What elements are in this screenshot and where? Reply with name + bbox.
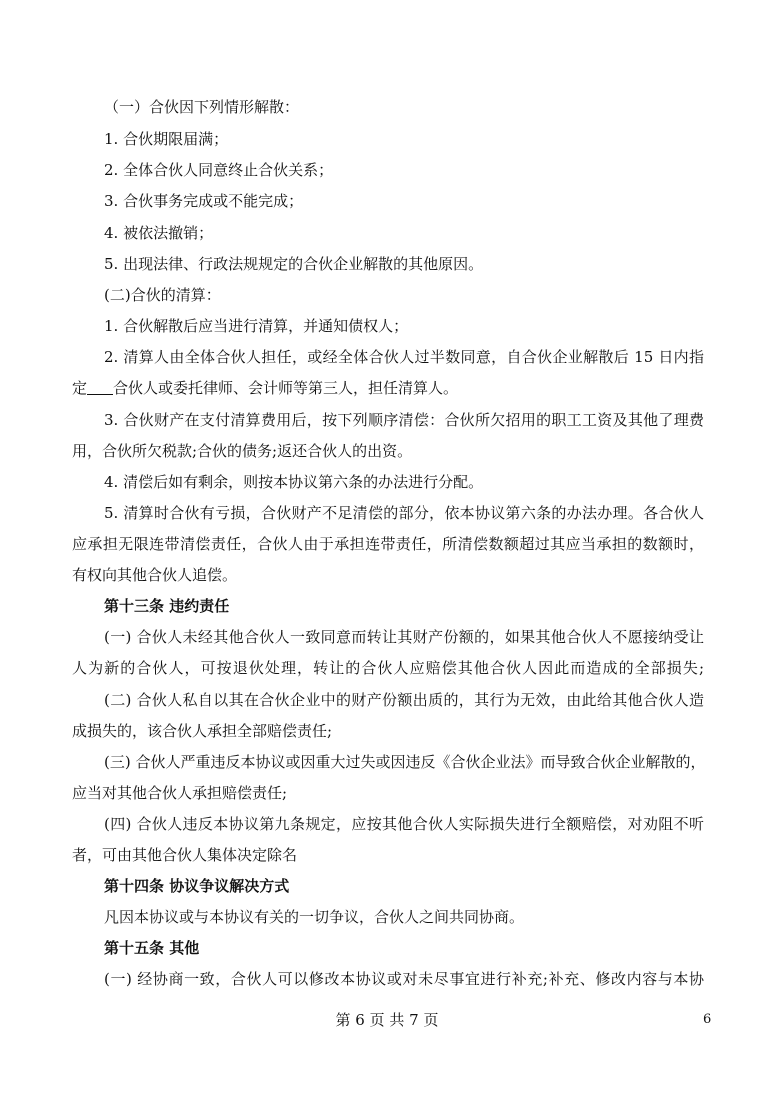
list-item [0, 314, 774, 338]
liquidation-item-5-line-1: 5. 清算时合伙有亏损，合伙财产不足清偿的部分，依本协议第六条的办法办理。各合伙人 [104, 504, 704, 522]
article-14-title: 第十四条 协议争议解决方式 [104, 877, 290, 895]
list-item [0, 532, 774, 556]
article-13-p4-line-2: 者，可由其他合伙人集体决定除名 [72, 846, 298, 864]
liquidation-item-5-line-2: 应承担无限连带清偿责任，合伙人由于承担连带责任，所清偿数额超过其应当承担的数额时， [72, 535, 704, 553]
paragraph-line [0, 967, 774, 991]
list-item [0, 501, 774, 525]
page-number: 6 [703, 1012, 712, 1027]
list-item [0, 252, 774, 276]
article-13-p3-line-1: (三) 合伙人严重违反本协议或因重大过失或因违反《合伙企业法》而导致合伙企业解散的， [104, 753, 706, 771]
article-13-p3-line-2: 应当对其他合伙人承担赔偿责任; [72, 784, 288, 802]
liquidation-item-3-line-2: 用，合伙所欠税款;合伙的债务;返还合伙人的出资。 [72, 442, 413, 460]
paragraph-line [0, 905, 774, 929]
paragraph-line [0, 750, 774, 774]
paragraph-line [0, 781, 774, 805]
liquidation-item-4: 4. 清偿后如有剩余，则按本协议第六条的办法进行分配。 [104, 473, 484, 491]
liquidation-item-3-line-1: 3. 合伙财产在支付清算费用后，按下列顺序清偿：合伙所欠招用的职工工资及其他了理费 [104, 411, 704, 429]
article-13-p1-line-1: (一) 合伙人未经其他合伙人一致同意而转让其财产份额的，如果其他合伙人不愿接纳受让 [104, 628, 704, 646]
liquidation-heading-line [0, 283, 774, 307]
article-13-p2-line-1: (二) 合伙人私自以其在合伙企业中的财产份额出质的，其行为无效，由此给其他合伙人造 [104, 691, 704, 709]
paragraph-line [0, 656, 774, 680]
article-13-title-line [0, 594, 774, 618]
list-item [0, 345, 774, 369]
list-item [0, 127, 774, 151]
dissolution-item-5: 5. 出现法律、行政法规规定的合伙企业解散的其他原因。 [104, 255, 484, 273]
article-15-title-line [0, 936, 774, 960]
liquidation-item-2-prefix: 定 [72, 379, 88, 397]
paragraph-line [0, 719, 774, 743]
article-13-title: 第十三条 违约责任 [104, 597, 230, 615]
list-item [0, 470, 774, 494]
liquidation-item-2-line-2 [72, 376, 458, 400]
list-item [0, 158, 774, 182]
liquidation-heading: (二)合伙的清算： [104, 286, 221, 304]
paragraph-line [0, 812, 774, 836]
dissolution-item-1: 1. 合伙期限届满； [104, 130, 229, 148]
dissolution-heading: （一）合伙因下列情形解散： [104, 98, 300, 116]
dissolution-item-4: 4. 被依法撤销； [104, 224, 214, 242]
list-item [0, 408, 774, 432]
article-14-p1: 凡因本协议或与本协议有关的一切争议，合伙人之间共同协商。 [104, 908, 525, 926]
article-13-p4-line-1: (四) 合伙人违反本协议第九条规定，应按其他合伙人实际损失进行全额赔偿，对劝阻不听 [104, 815, 704, 833]
dissolution-item-2: 2. 全体合伙人同意终止合伙关系； [104, 161, 334, 179]
paragraph-line [0, 625, 774, 649]
list-item [0, 221, 774, 245]
article-13-p2-line-2: 成损失的，该合伙人承担全部赔偿责任; [72, 722, 333, 740]
fill-in-blank [87, 380, 113, 395]
article-15-title: 第十五条 其他 [104, 939, 200, 957]
article-14-title-line [0, 874, 774, 898]
list-item [0, 376, 774, 400]
list-item [0, 189, 774, 213]
liquidation-item-5-line-3: 有权向其他合伙人追偿。 [72, 566, 238, 584]
paragraph-line [0, 843, 774, 867]
liquidation-item-2-rest: 合伙人或委托律师、会计师等第三人，担任清算人。 [113, 379, 459, 397]
paragraph-line [0, 688, 774, 712]
article-15-p1-line-1: (一) 经协商一致，合伙人可以修改本协议或对未尽事宜进行补充;补充、修改内容与本协 [104, 970, 704, 988]
liquidation-item-1: 1. 合伙解散后应当进行清算，并通知债权人； [104, 317, 409, 335]
liquidation-item-2-line-1: 2. 清算人由全体合伙人担任，或经全体合伙人过半数同意，自合伙企业解散后 15 日内指 [104, 348, 704, 366]
page-footer [0, 1009, 774, 1031]
page-label: 第 6 页 共 7 页 [335, 1011, 439, 1029]
dissolution-heading-line [0, 95, 774, 119]
list-item [0, 563, 774, 587]
article-13-p1-line-2: 人为新的合伙人，可按退伙处理，转让的合伙人应赔偿其他合伙人因此而造成的全部损失; [72, 659, 704, 677]
list-item [0, 439, 774, 463]
dissolution-item-3: 3. 合伙事务完成或不能完成； [104, 192, 304, 210]
